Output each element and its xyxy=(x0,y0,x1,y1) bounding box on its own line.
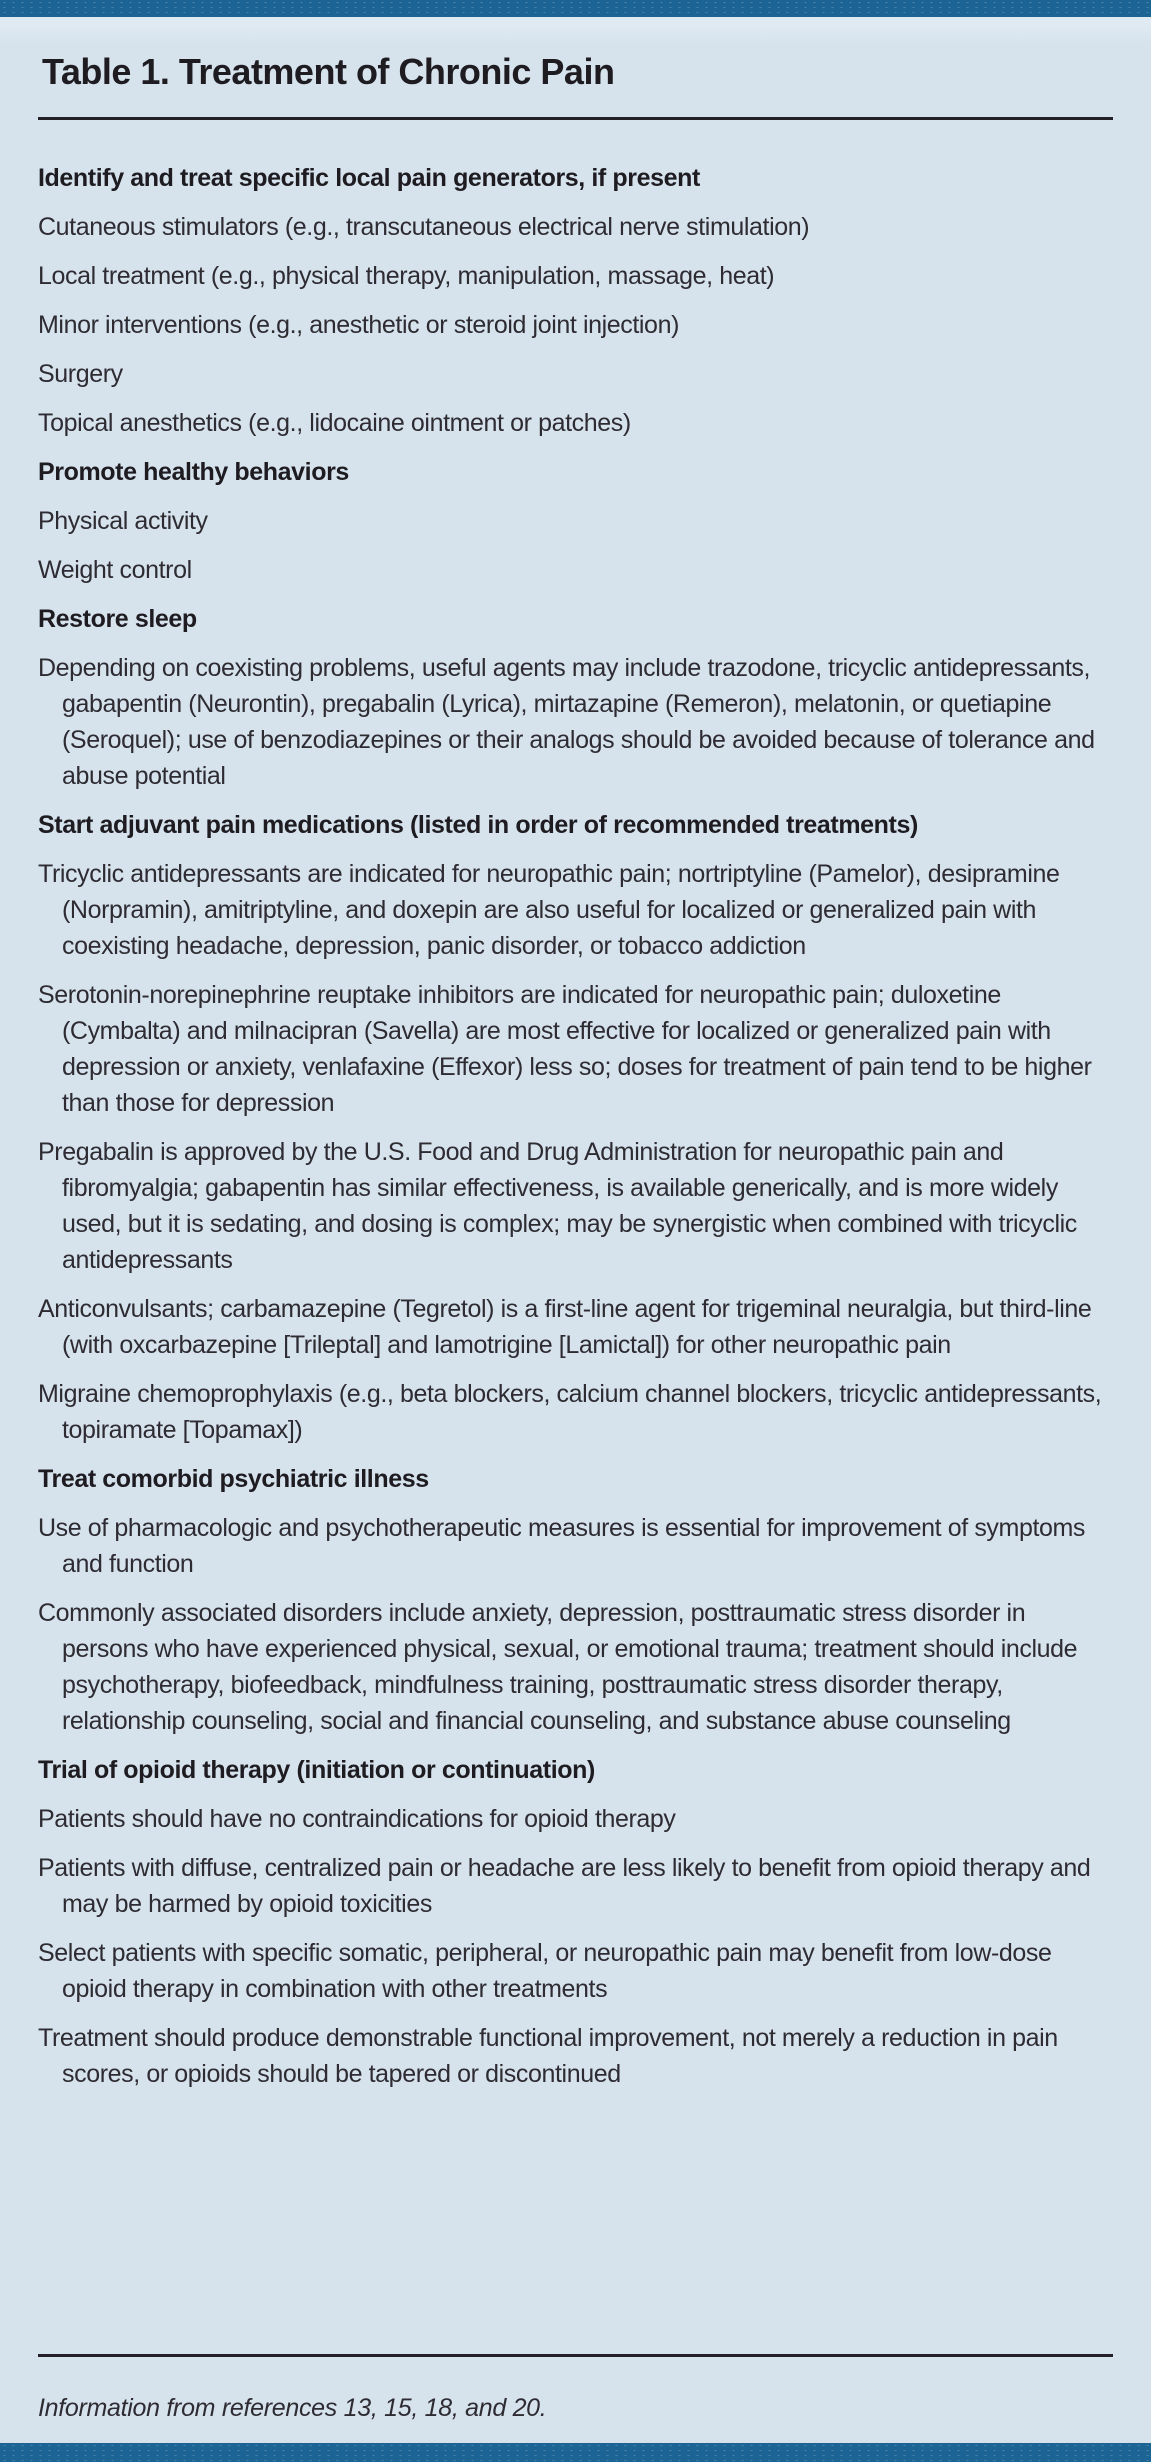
treatment-item: Migraine chemoprophylaxis (e.g., beta blockers, calcium channel blockers, tricyclic antidepressants, topiramate [Topamax]) xyxy=(38,1380,1102,1444)
table-body xyxy=(38,120,1113,2354)
treatment-item: Select patients with specific somatic, peripheral, or neuropathic pain may benefit from low-dose opioid therapy in combination with other treatments xyxy=(38,1939,1052,2003)
treatment-item: Pregabalin is approved by the U.S. Food and Drug Administration for neuropathic pain and fibromyalgia; gabapentin has similar effectiveness, is available generically, and is more widely used, but it is sedating, and dosing is complex; may be synergistic when combined with tricyclic antidepressants xyxy=(38,1138,1077,1274)
table-section xyxy=(38,1752,1113,2092)
table-card xyxy=(0,17,1151,2443)
treatment-item: Topical anesthetics (e.g., lidocaine ointment or patches) xyxy=(38,409,631,437)
table-title: Table 1. Treatment of Chronic Pain xyxy=(42,51,615,92)
treatment-item: Serotonin-norepinephrine reuptake inhibitors are indicated for neuropathic pain; duloxetine (Cymbalta) and milnacipran (Savella) are most effective for localized or generalized pain with depression or anxiety, venlafaxine (Effexor) less so; doses for treatment of pain tend to be higher than those for depression xyxy=(38,981,1092,1117)
treatment-item: Use of pharmacologic and psychotherapeutic measures is essential for improvement of symptoms and function xyxy=(38,1514,1086,1578)
section-heading: Identify and treat specific local pain generators, if present xyxy=(38,164,700,192)
table-section xyxy=(38,454,1113,588)
bottom-accent-bar xyxy=(0,2443,1151,2462)
treatment-item: Patients with diffuse, centralized pain or headache are less likely to benefit from opioid therapy and may be harmed by opioid toxicities xyxy=(38,1854,1091,1918)
table-section xyxy=(38,1461,1113,1739)
treatment-item: Minor interventions (e.g., anesthetic or steroid joint injection) xyxy=(38,311,679,339)
table-section xyxy=(38,160,1113,441)
treatment-item: Physical activity xyxy=(38,507,208,535)
treatment-item: Anticonvulsants; carbamazepine (Tegretol) is a first-line agent for trigeminal neuralgia, but third-line (with oxcarbazepine [Trileptal] and lamotrigine [Lamictal]) for other neuropathic pain xyxy=(38,1295,1092,1359)
section-heading: Promote healthy behaviors xyxy=(38,458,349,486)
section-heading: Start adjuvant pain medications (listed in order of recommended treatments) xyxy=(38,811,918,839)
footnote: Information from references 13, 15, 18, and 20. xyxy=(38,2394,547,2422)
footnote-rule xyxy=(38,2354,1113,2357)
treatment-item: Commonly associated disorders include anxiety, depression, posttraumatic stress disorder in persons who have experienced physical, sexual, or emotional trauma; treatment should include psychotherapy, biofeedback, mindfulness training, posttraumatic stress disorder therapy, relationship counseling, social and financial counseling, and substance abuse counseling xyxy=(38,1599,1078,1735)
treatment-item: Tricyclic antidepressants are indicated for neuropathic pain; nortriptyline (Pamelor), desipramine (Norpramin), amitriptyline, and doxepin are also useful for localized or generalized pain with coexisting headache, depression, panic disorder, or tobacco addiction xyxy=(38,860,1060,960)
treatment-item: Weight control xyxy=(38,556,192,584)
section-heading: Trial of opioid therapy (initiation or continuation) xyxy=(38,1756,595,1784)
section-heading: Restore sleep xyxy=(38,605,197,633)
treatment-item: Surgery xyxy=(38,360,123,388)
treatment-item: Treatment should produce demonstrable functional improvement, not merely a reduction in pain scores, or opioids should be tapered or discontinued xyxy=(38,2024,1058,2088)
treatment-item: Depending on coexisting problems, useful agents may include trazodone, tricyclic antidepressants, gabapentin (Neurontin), pregabalin (Lyrica), mirtazapine (Remeron), melatonin, or quetiapine (Seroquel); use of benzodiazepines or their analogs should be avoided because of tolerance and abuse potential xyxy=(38,654,1095,790)
top-accent-bar xyxy=(0,0,1151,17)
table-section xyxy=(38,807,1113,1448)
treatment-item: Patients should have no contraindications for opioid therapy xyxy=(38,1805,676,1833)
treatment-item: Local treatment (e.g., physical therapy, manipulation, massage, heat) xyxy=(38,262,775,290)
section-heading: Treat comorbid psychiatric illness xyxy=(38,1465,429,1493)
treatment-item: Cutaneous stimulators (e.g., transcutaneous electrical nerve stimulation) xyxy=(38,213,810,241)
table-section xyxy=(38,601,1113,794)
